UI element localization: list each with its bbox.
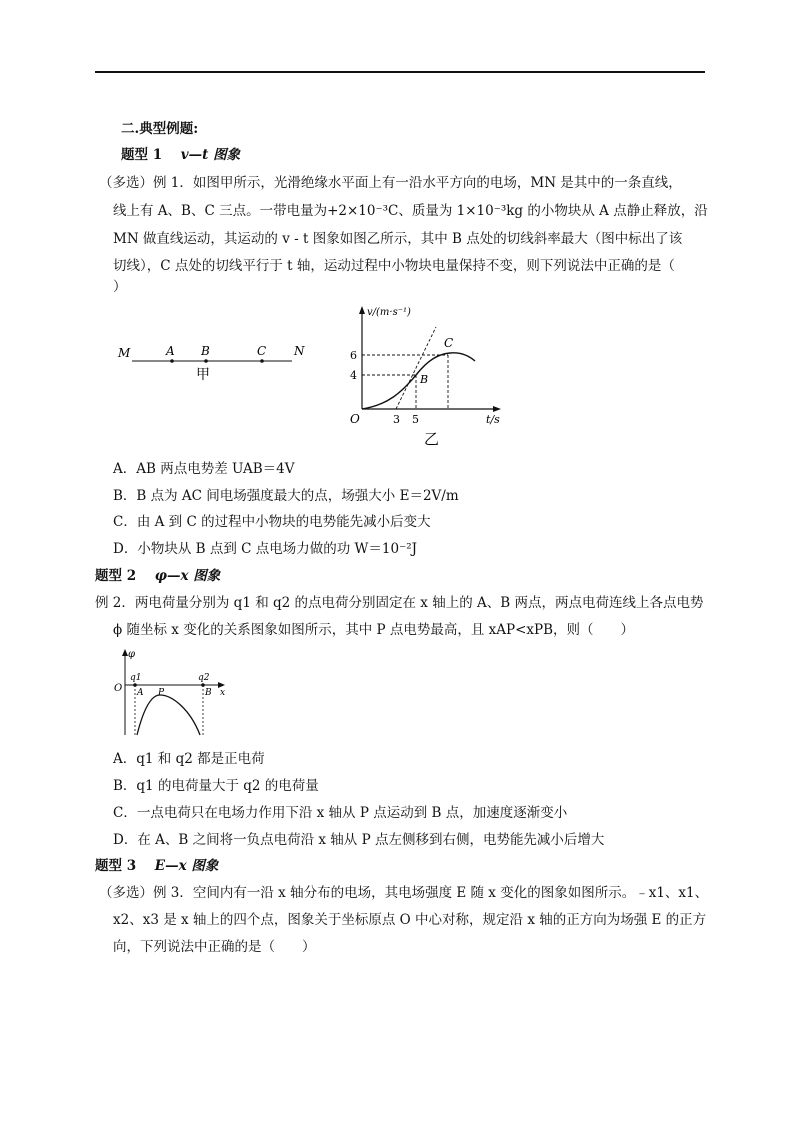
v-axis-label: v/(m·s⁻¹) (367, 307, 411, 318)
t-axis-arrow (493, 406, 501, 412)
q1-label: q1 (130, 673, 142, 683)
ex1-line-3: MN 做直线运动，其运动的 v - t 图象如图乙所示，其中 B 点处的切线斜率最大（图中标出了该 (113, 231, 683, 247)
a-label: A (137, 688, 144, 698)
ex2-option-c: C．一点电荷只在电场力作用下沿 x 轴从 P 点运动到 B 点，加速度逐渐变小 (113, 805, 568, 821)
ex2-option-a: A．q1 和 q2 都是正电荷 (113, 751, 265, 767)
ex2-option-b: B．q1 的电荷量大于 q2 的电荷量 (113, 778, 319, 794)
label-b: B (201, 344, 210, 358)
phi-label: φ (128, 649, 136, 660)
ex1-line-4: 切线），C 点处的切线平行于 t 轴，运动过程中小物块电量保持不变，则下列说法中正确的是（ (113, 258, 675, 274)
q2-label: q2 (198, 673, 210, 683)
p-label: P (158, 688, 165, 698)
ex1-line-1: （多选）例 1．如图甲所示，光滑绝缘水平面上有一沿水平方向的电场，MN 是其中的一条直线， (99, 175, 682, 191)
ex3-line-3: 向，下列说法中正确的是（ ） (113, 939, 316, 955)
origin-label: O (350, 412, 360, 426)
origin-o-label: O (114, 683, 123, 694)
point-b-dot (204, 359, 208, 363)
x-tick-3: 3 (393, 413, 400, 426)
point-b-label: B (420, 373, 429, 386)
ex3-line-1: （多选）例 3．空间内有一沿 x 轴分布的电场，其电场强度 E 随 x 变化的图象如图所示。﹣x1、x1、 (99, 885, 709, 901)
caption-yi: 乙 (424, 430, 440, 448)
y-tick-4: 4 (350, 369, 357, 382)
figure-jia (110, 335, 320, 385)
x-tick-5: 5 (412, 413, 419, 426)
top-rule (95, 71, 705, 73)
caption-jia: 甲 (196, 367, 210, 383)
label-a: A (166, 344, 175, 358)
point-c-label: C (444, 336, 454, 350)
ex2-line-1: 例 2．两电荷量分别为 q1 和 q2 的点电荷分别固定在 x 轴上的 A、B 两点，两点电荷连线上各点电势 (95, 595, 704, 611)
q1-dot (133, 683, 137, 687)
ex1-line-2: 线上有 A、B、C 三点。一带电量为+2×10⁻³C、质量为 1×10⁻³kg 的小物块从 A 点静止释放，沿 (113, 203, 708, 219)
t-axis-label: t/s (486, 413, 500, 426)
figure-yi (338, 297, 518, 452)
ex3-line-2: x2、x3 是 x 轴上的四个点，图象关于坐标原点 O 中心对称，规定沿 x 轴的正方向为场强 E 的正方 (113, 912, 707, 928)
vt-curve (362, 353, 475, 409)
label-n: N (294, 344, 305, 358)
type1-heading (121, 145, 240, 165)
ex1-line-5: ） (113, 279, 127, 295)
figure-phi-x (110, 645, 235, 740)
ex2-option-d: D．在 A、B 之间将一负点电荷沿 x 轴从 P 点左侧移到右侧，电势能先减小后增大 (113, 832, 605, 848)
type3-heading (95, 856, 218, 876)
label-c: C (257, 344, 267, 358)
type1-label: 题型 1 (121, 147, 163, 163)
type3-label: 题型 3 (95, 858, 137, 874)
ex1-option-a: A．AB 两点电势差 UAB＝4V (113, 461, 295, 477)
v-axis-arrow (359, 306, 365, 314)
ex2-line-2: ϕ 随坐标 x 变化的关系图象如图所示，其中 P 点电势最高，且 xAP<xPB，则（ ） (113, 622, 635, 638)
q2-dot (201, 683, 205, 687)
point-a-dot (170, 359, 174, 363)
y-tick-6: 6 (350, 349, 357, 362)
type3-title: E—x 图象 (154, 858, 219, 874)
label-m: M (118, 346, 131, 360)
ex1-option-c: C．由 A 到 C 的过程中小物块的电势能先减小后变大 (113, 514, 431, 530)
b-label: B (205, 688, 212, 698)
point-c-dot (260, 359, 264, 363)
x-label: x (220, 688, 226, 698)
ex1-option-d: D．小物块从 B 点到 C 点电场力做的功 W＝10⁻²J (113, 541, 418, 557)
type1-title: v—t 图象 (180, 147, 241, 163)
ex1-option-b: B．B 点为 AC 间电场强度最大的点，场强大小 E＝2V/m (113, 488, 459, 504)
section-title: 二.典型例题: (121, 121, 199, 137)
phi-curve (137, 695, 200, 735)
type2-label: 题型 2 (95, 568, 137, 584)
type2-heading (95, 566, 220, 586)
type2-title: φ—x 图象 (154, 568, 221, 584)
